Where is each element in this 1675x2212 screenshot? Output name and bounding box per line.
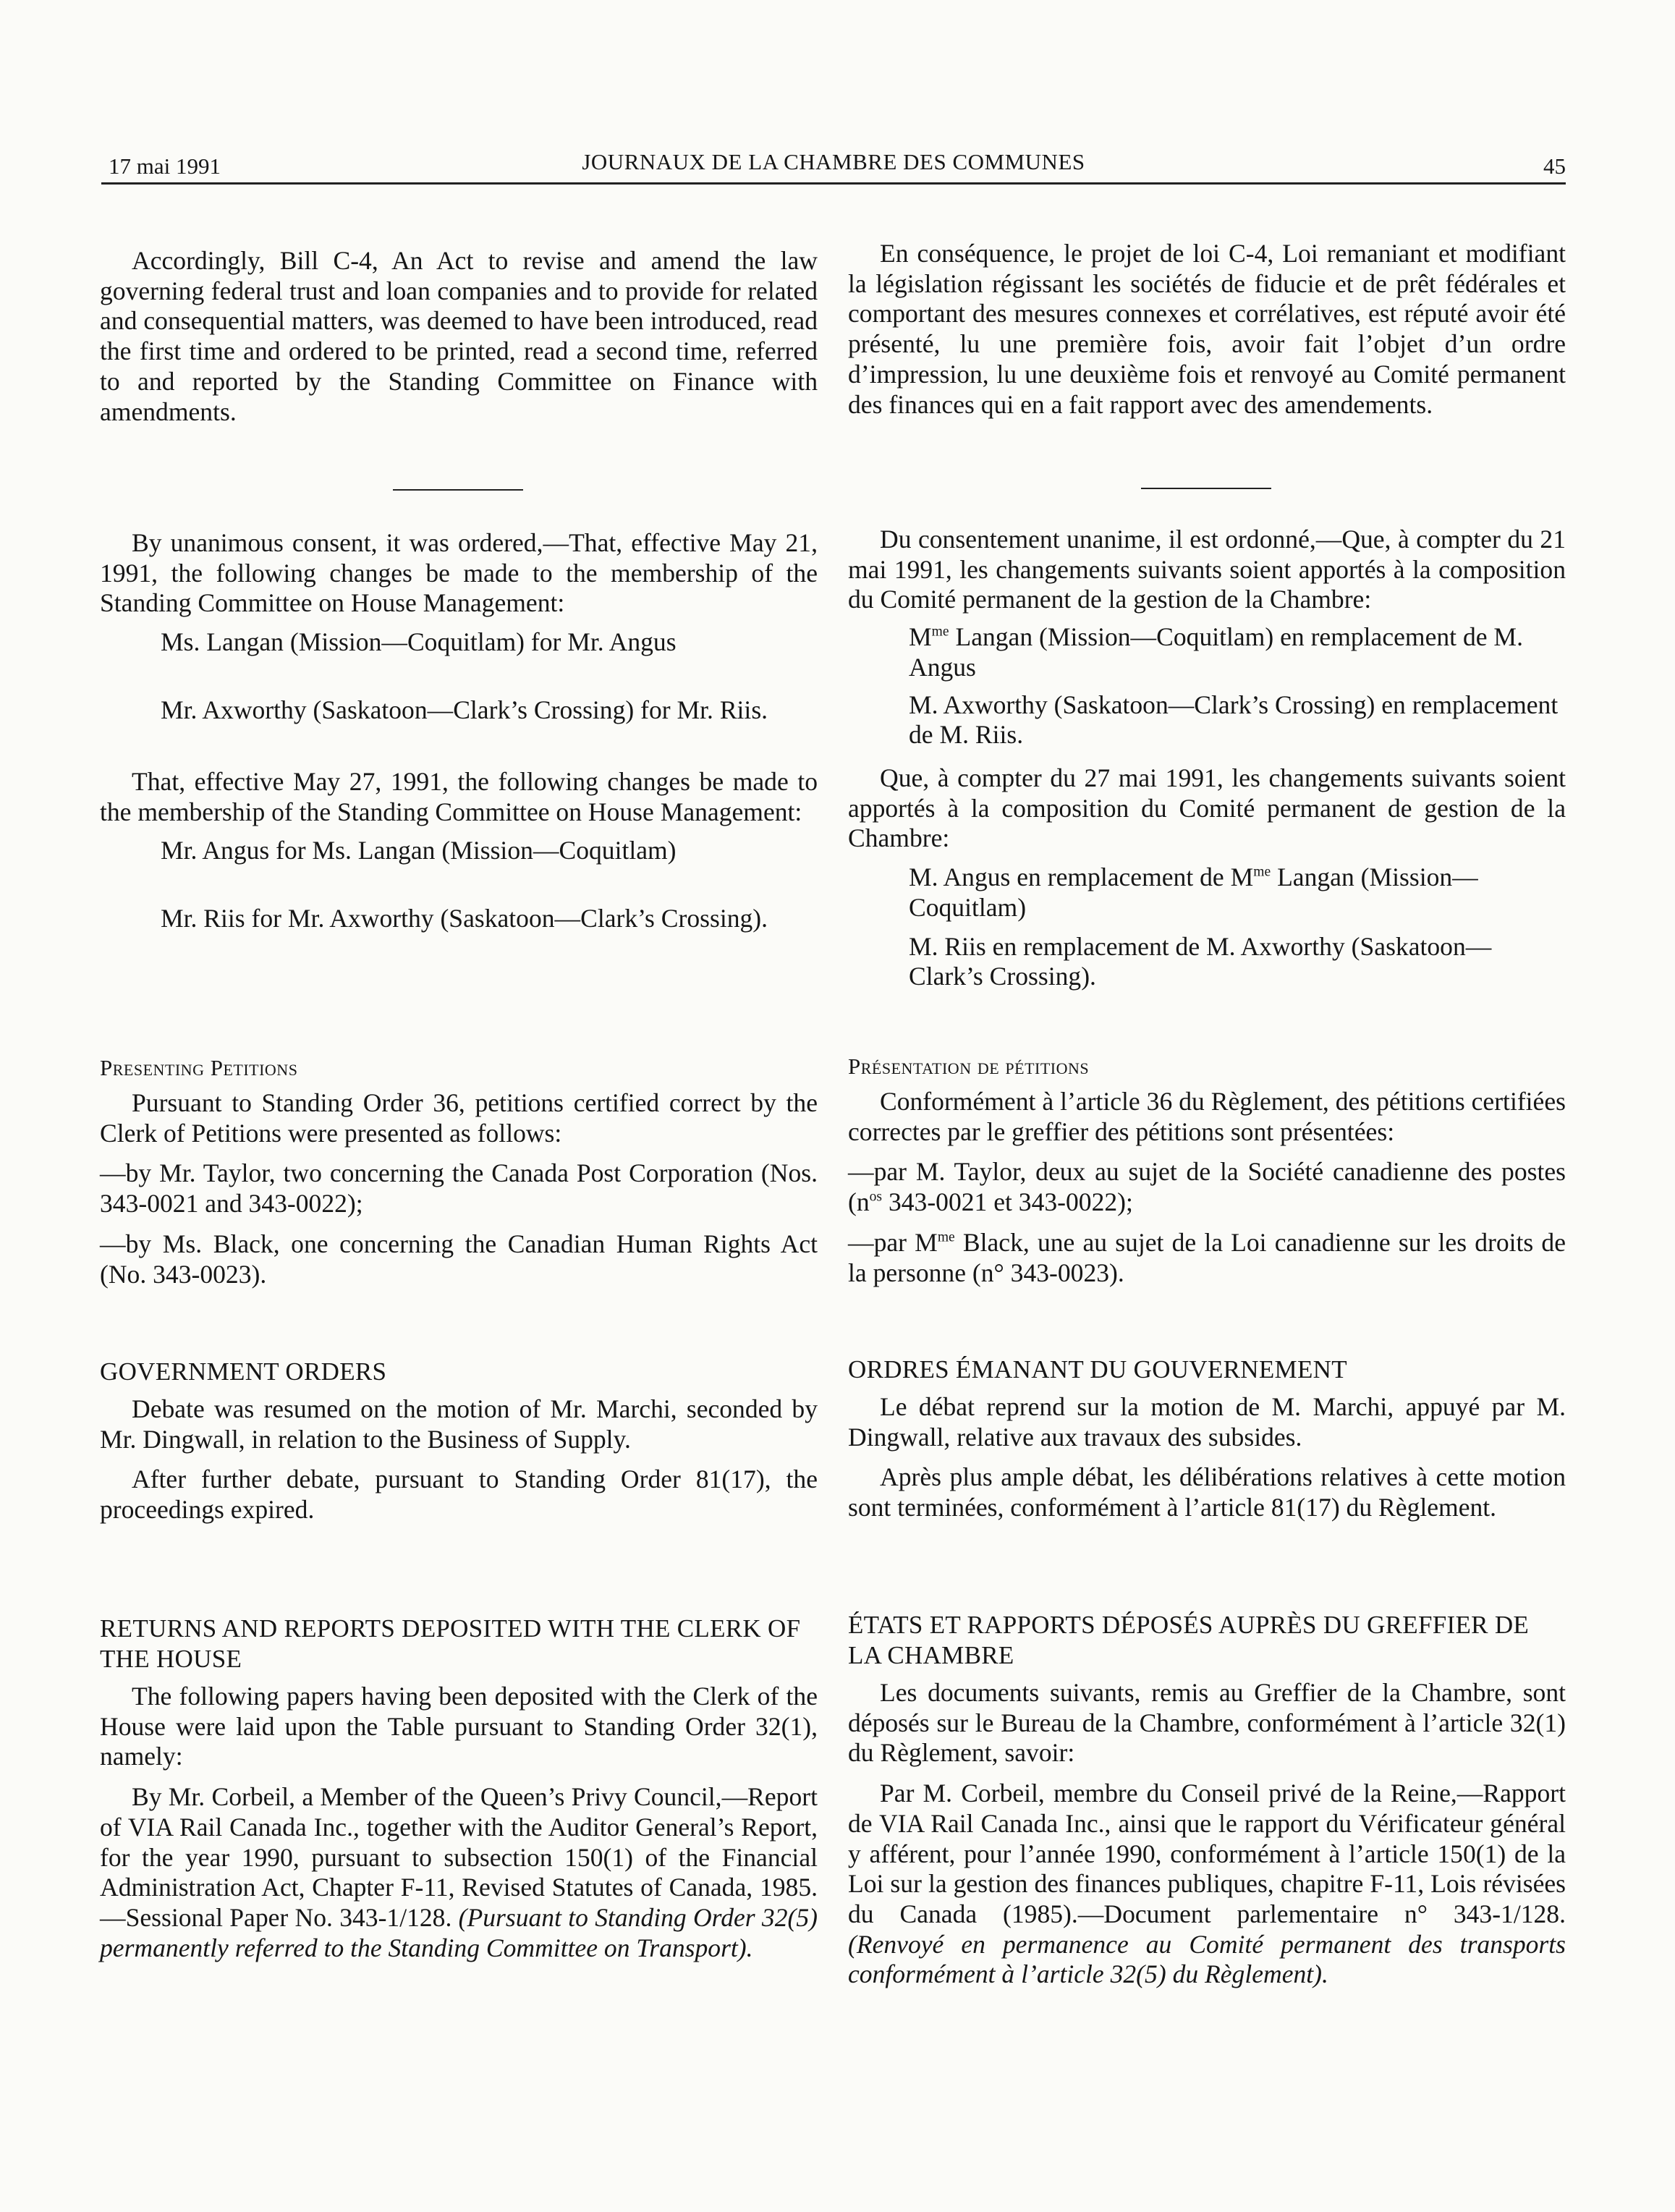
returns-intro-fr: Les documents suivants, remis au Greffier de la Chambre, sont déposés sur le Bureau de la Chambre, conformément à l’article 32(1) du Règlement, savoir: (848, 1678, 1566, 1768)
government-orders-heading-fr: ORDRES ÉMANANT DU GOUVERNEMENT (848, 1355, 1347, 1383)
bill-c4-paragraph-fr (848, 239, 1566, 420)
petition-2-fr-c: Black, une au sujet de la Loi canadienne sur les droits de la personne (n° 343-0023). (848, 1227, 1566, 1287)
consent-intro: By unanimous consent, it was ordered,—That, effective May 21, 1991, the following changes be made to the membership of the Standing Committee on House Management: (100, 528, 818, 618)
change-1: Ms. Langan (Mission—Coquitlam) for Mr. Angus (161, 627, 677, 657)
returns-item (100, 1782, 818, 1963)
change-1-fr-a: M (909, 622, 932, 652)
orders-paragraph-1-fr: Le débat reprend sur la motion de M. Marchi, appuyé par M. Dingwall, relative aux travaux des subsides. (848, 1392, 1566, 1452)
petition-1: —by Mr. Taylor, two concerning the Canada Post Corporation (Nos. 343-0021 and 343-0022); (100, 1158, 818, 1219)
petition-1-fr (848, 1157, 1566, 1217)
change-1-fr-c: Langan (Mission—Coquitlam) en remplacement de M. Angus (909, 622, 1523, 682)
returns-heading-fr: ÉTATS ET RAPPORTS DÉPOSÉS AUPRÈS DU GREFFIER DE LA CHAMBRE (848, 1611, 1530, 1669)
returns-heading: RETURNS AND REPORTS DEPOSITED WITH THE CLERK OF THE HOUSE (100, 1614, 801, 1673)
returns-item-text: By Mr. Corbeil, a Member of the Queen’s Privy Council,—Report of VIA Rail Canada Inc., together with the Auditor General’s Report, for the year 1990, pursuant to subsection 150(1) of the Financial Administration Act, Chapter F-11, Revised Statutes of Canada, 1985.—Sessional Paper No. 343-1/128. (100, 1782, 818, 1932)
second-intro: That, effective May 27, 1991, the following changes be made to the membership of the Standing Committee on House Management: (100, 767, 818, 826)
orders-paragraph-1: Debate was resumed on the motion of Mr. Marchi, seconded by Mr. Dingwall, in relation to the Business of Supply. (100, 1394, 818, 1454)
returns-intro: The following papers having been deposited with the Clerk of the House were laid upon the Table pursuant to Standing Order 32(1), namely: (100, 1682, 818, 1771)
change-1-fr (909, 622, 1566, 682)
returns-item-text-fr: Par M. Corbeil, membre du Conseil privé de la Reine,—Rapport de VIA Rail Canada Inc., ainsi que le rapport du Vérificateur général y afférent, pour l’année 1990, conformément à l’article 150(1) de la Loi sur la gestion des finances publiques, chapitre F-11, Lois révisées du Canada (1985).—Document parlementaire n° 343-1/128. (848, 1779, 1566, 1928)
change-1-fr-sup: me (931, 624, 949, 640)
government-orders-heading: GOVERNMENT ORDERS (100, 1357, 387, 1386)
orders-paragraph-2-fr: Après plus ample débat, les délibérations relatives à cette motion sont terminées, conformément à l’article 81(17) du Règlement. (848, 1462, 1566, 1522)
petition-2-fr-a: —par M (848, 1227, 938, 1257)
bill-c4-text: Accordingly, Bill C-4, An Act to revise and amend the law governing federal trust and loan companies and to provide for related and consequential matters, was deemed to have been introduced, read the first time and ordered to be printed, read a second time, referred to and reported by the Standing Committee on Finance with amendments. (100, 246, 818, 426)
petitions-intro-fr: Conformément à l’article 36 du Règlement, des pétitions certifiées correctes par le greffier des pétitions sont présentées: (848, 1087, 1566, 1146)
petition-1-fr-a: —par M. Taylor, deux au sujet de la Société canadienne des postes (n (848, 1157, 1566, 1217)
petitions-intro: Pursuant to Standing Order 36, petitions certified correct by the Clerk of Petitions were presented as follows: (100, 1088, 818, 1148)
bill-c4-paragraph (100, 246, 818, 427)
membership-changes-fr (848, 525, 1566, 750)
orders-paragraph-2: After further debate, pursuant to Standing Order 81(17), the proceedings expired. (100, 1465, 818, 1525)
change-4: Mr. Riis for Mr. Axworthy (Saskatoon—Clark’s Crossing). (161, 904, 768, 933)
petition-1-fr-c: 343-0021 et 343-0022); (882, 1187, 1133, 1217)
returns-section (100, 1614, 818, 1963)
page-number: 45 (1543, 153, 1566, 179)
change-2-fr: M. Axworthy (Saskatoon—Clark’s Crossing) en remplacement de M. Riis. (909, 690, 1559, 750)
change-3: Mr. Angus for Ms. Langan (Mission—Coquitlam) (161, 836, 677, 865)
second-intro-fr: Que, à compter du 27 mai 1991, les changements suivants soient apportés à la composition du Comité permanent de gestion de la Chambre: (848, 763, 1566, 853)
returns-item-referral: (Pursuant to Standing Order 32(5) permanently referred to the Standing Committee on Transport). (100, 1902, 818, 1962)
second-membership-changes (100, 767, 818, 934)
section-divider (393, 489, 523, 491)
header-date: 17 mai 1991 (109, 153, 221, 179)
government-orders-section-fr (848, 1355, 1566, 1523)
change-4-fr: M. Riis en remplacement de M. Axworthy (Saskatoon—Clark’s Crossing). (909, 931, 1492, 991)
bill-c4-text-fr: En conséquence, le projet de loi C-4, Loi remaniant et modifiant la législation régissant les sociétés de fiducie et de prêt fédérales et comportant des mesures connexes et corrélatives, est réputé avoir été présenté, lu une première fois, avoir fait l’objet d’un ordre d’impression, lu une deuxième fois et renvoyé au Comité permanent des finances qui en a fait rapport avec des amendements. (848, 239, 1566, 419)
petition-2-fr (848, 1228, 1566, 1288)
consent-intro-fr: Du consentement unanime, il est ordonné,—Que, à compter du 21 mai 1991, les changements suivants soient apportés à la composition du Comité permanent de la gestion de la Chambre: (848, 525, 1566, 614)
petitions-heading-fr: Présentation de pétitions (848, 1054, 1090, 1079)
returns-item-fr (848, 1779, 1566, 1990)
petitions-section (100, 1055, 818, 1289)
section-divider-fr (1141, 488, 1271, 489)
change-3-fr (909, 863, 1566, 923)
petitions-section-fr (848, 1054, 1566, 1288)
change-3-fr-a: M. Angus en remplacement de M (909, 863, 1254, 892)
returns-section-fr (848, 1610, 1566, 1990)
change-3-fr-c: Langan (Mission—Coquitlam) (909, 863, 1478, 922)
page-header (101, 145, 1566, 185)
petitions-heading: Presenting Petitions (100, 1055, 298, 1080)
membership-changes (100, 528, 818, 726)
second-membership-changes-fr (848, 763, 1566, 992)
change-2: Mr. Axworthy (Saskatoon—Clark’s Crossing) for Mr. Riis. (161, 695, 768, 724)
petition-2: —by Ms. Black, one concerning the Canadian Human Rights Act (No. 343-0023). (100, 1229, 818, 1289)
header-title: JOURNAUX DE LA CHAMBRE DES COMMUNES (582, 149, 1085, 174)
change-3-fr-sup: me (1253, 864, 1271, 880)
petition-1-fr-sup: os (869, 1189, 883, 1205)
government-orders-section (100, 1357, 818, 1525)
returns-item-referral-fr: (Renvoyé en permanence au Comité permanent des transports conformément à l’article 32(5) du Règlement). (848, 1929, 1566, 1989)
petition-2-fr-sup: me (937, 1229, 955, 1245)
